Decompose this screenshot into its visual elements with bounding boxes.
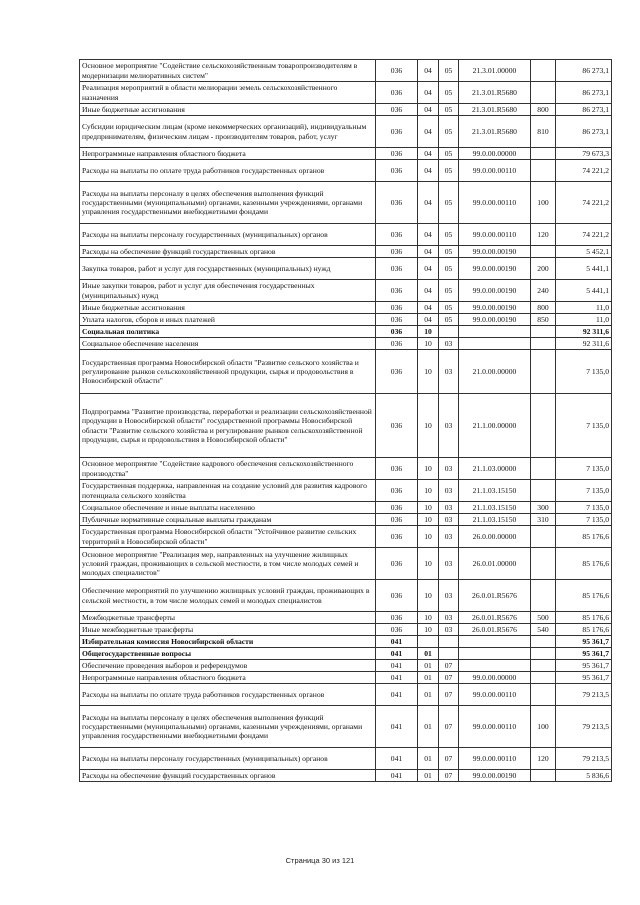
ved-code-cell: 036 xyxy=(376,624,418,636)
expense-type-code-cell xyxy=(531,246,556,258)
row-name-cell: Социальное обеспечение населения xyxy=(80,338,376,350)
table-row xyxy=(80,636,612,648)
table-row xyxy=(80,82,612,104)
section-code-cell: 10 xyxy=(418,502,439,514)
row-name-cell: Основное мероприятие "Содействие сельскохозяйственным товаропроизводителям в модернизации мелиоративных систем" xyxy=(80,60,376,82)
amount-cell: 11,0 xyxy=(556,302,612,314)
section-code-cell: 04 xyxy=(418,82,439,104)
target-article-code-cell: 26.0.00.00000 xyxy=(459,526,531,548)
table-row xyxy=(80,706,612,748)
row-name-cell: Подпрограмма "Развитие производства, переработки и реализации сельскохозяйственной продукции в Новосибирской области" государственной программы Новосибирской области "Развитие сельского хозяйства и регулирование рынков сельскохозяйственной продукции, сырья и продовольствия в Новосибирской области" xyxy=(80,394,376,458)
section-code-cell: 01 xyxy=(418,770,439,782)
amount-cell: 79 673,3 xyxy=(556,148,612,160)
target-article-code-cell xyxy=(459,338,531,350)
row-name-cell: Непрограммные направления областного бюджета xyxy=(80,148,376,160)
expense-type-code-cell xyxy=(531,636,556,648)
subsection-code-cell: 05 xyxy=(439,280,459,302)
row-name-cell: Расходы на выплаты персоналу в целях обеспечения выполнения функций государственными (муниципальными) органами, казенными учреждениями, органами управления государственными внебюджетными фондами xyxy=(80,182,376,224)
target-article-code-cell: 99.0.00.00190 xyxy=(459,314,531,326)
ved-code-cell: 041 xyxy=(376,684,418,706)
expense-type-code-cell xyxy=(531,458,556,480)
amount-cell: 85 176,6 xyxy=(556,624,612,636)
table-row xyxy=(80,514,612,526)
subsection-code-cell: 05 xyxy=(439,104,459,116)
ved-code-cell: 041 xyxy=(376,636,418,648)
section-code-cell: 01 xyxy=(418,648,439,660)
table-row xyxy=(80,612,612,624)
expense-type-code-cell xyxy=(531,60,556,82)
section-code-cell: 04 xyxy=(418,104,439,116)
target-article-code-cell: 99.0.00.00190 xyxy=(459,302,531,314)
document-page xyxy=(79,59,611,782)
target-article-code-cell: 99.0.00.00110 xyxy=(459,182,531,224)
amount-cell: 95 361,7 xyxy=(556,636,612,648)
amount-cell: 92 311,6 xyxy=(556,338,612,350)
section-code-cell: 01 xyxy=(418,706,439,748)
table-row xyxy=(80,624,612,636)
table-row xyxy=(80,770,612,782)
table-row xyxy=(80,672,612,684)
ved-code-cell: 036 xyxy=(376,394,418,458)
amount-cell: 5 441,1 xyxy=(556,258,612,280)
row-name-cell: Расходы на выплаты персоналу государственных (муниципальных) органов xyxy=(80,224,376,246)
subsection-code-cell: 05 xyxy=(439,148,459,160)
row-name-cell: Иные межбюджетные трансферты xyxy=(80,624,376,636)
table-row xyxy=(80,502,612,514)
target-article-code-cell: 99.0.00.00110 xyxy=(459,160,531,182)
row-name-cell: Публичные нормативные социальные выплаты гражданам xyxy=(80,514,376,526)
row-name-cell: Субсидии юридическим лицам (кроме некоммерческих организаций), индивидуальным предпринимателям, физическим лицам - производителям товаров, работ, услуг xyxy=(80,116,376,148)
expense-type-code-cell: 540 xyxy=(531,624,556,636)
ved-code-cell: 036 xyxy=(376,60,418,82)
subsection-code-cell: 05 xyxy=(439,82,459,104)
table-row xyxy=(80,580,612,612)
subsection-code-cell: 07 xyxy=(439,770,459,782)
table-body xyxy=(80,60,612,782)
amount-cell: 85 176,6 xyxy=(556,548,612,580)
row-name-cell: Непрограммные направления областного бюджета xyxy=(80,672,376,684)
ved-code-cell: 036 xyxy=(376,160,418,182)
target-article-code-cell: 21.3.01.R5680 xyxy=(459,104,531,116)
row-name-cell: Иные бюджетные ассигнования xyxy=(80,104,376,116)
section-code-cell: 10 xyxy=(418,612,439,624)
expense-type-code-cell xyxy=(531,326,556,338)
ved-code-cell: 036 xyxy=(376,224,418,246)
row-name-cell: Уплата налогов, сборов и иных платежей xyxy=(80,314,376,326)
ved-code-cell: 036 xyxy=(376,302,418,314)
expense-type-code-cell xyxy=(531,394,556,458)
table-row xyxy=(80,748,612,770)
table-row xyxy=(80,302,612,314)
section-code-cell: 04 xyxy=(418,116,439,148)
section-code-cell: 10 xyxy=(418,326,439,338)
target-article-code-cell xyxy=(459,648,531,660)
expense-type-code-cell xyxy=(531,338,556,350)
row-name-cell: Расходы на выплаты персоналу государственных (муниципальных) органов xyxy=(80,748,376,770)
subsection-code-cell: 05 xyxy=(439,60,459,82)
amount-cell: 79 213,5 xyxy=(556,706,612,748)
table-row xyxy=(80,104,612,116)
ved-code-cell: 036 xyxy=(376,458,418,480)
table-row xyxy=(80,648,612,660)
section-code-cell: 04 xyxy=(418,160,439,182)
amount-cell: 85 176,6 xyxy=(556,526,612,548)
target-article-code-cell: 26.0.01.R5676 xyxy=(459,580,531,612)
table-row xyxy=(80,326,612,338)
ved-code-cell: 036 xyxy=(376,502,418,514)
section-code-cell: 04 xyxy=(418,302,439,314)
subsection-code-cell: 03 xyxy=(439,394,459,458)
ved-code-cell: 036 xyxy=(376,326,418,338)
section-code-cell: 04 xyxy=(418,224,439,246)
ved-code-cell: 036 xyxy=(376,116,418,148)
amount-cell: 86 273,1 xyxy=(556,116,612,148)
section-code-cell: 10 xyxy=(418,350,439,394)
expense-type-code-cell: 120 xyxy=(531,224,556,246)
ved-code-cell: 041 xyxy=(376,672,418,684)
subsection-code-cell: 07 xyxy=(439,684,459,706)
subsection-code-cell: 03 xyxy=(439,548,459,580)
amount-cell: 92 311,6 xyxy=(556,326,612,338)
amount-cell: 7 135,0 xyxy=(556,480,612,502)
page-number: Страница 30 из 121 xyxy=(285,856,355,865)
row-name-cell: Общегосударственные вопросы xyxy=(80,648,376,660)
subsection-code-cell: 05 xyxy=(439,302,459,314)
amount-cell: 74 221,2 xyxy=(556,224,612,246)
subsection-code-cell xyxy=(439,648,459,660)
row-name-cell: Расходы на выплаты по оплате труда работников государственных органов xyxy=(80,684,376,706)
row-name-cell: Государственная программа Новосибирской области "Устойчивое развитие сельских территорий в Новосибирской области" xyxy=(80,526,376,548)
section-code-cell: 10 xyxy=(418,624,439,636)
amount-cell: 95 361,7 xyxy=(556,648,612,660)
section-code-cell: 01 xyxy=(418,672,439,684)
expense-type-code-cell xyxy=(531,660,556,672)
section-code-cell: 10 xyxy=(418,338,439,350)
ved-code-cell: 036 xyxy=(376,246,418,258)
expense-type-code-cell xyxy=(531,770,556,782)
expense-type-code-cell xyxy=(531,526,556,548)
target-article-code-cell: 99.0.00.00190 xyxy=(459,280,531,302)
subsection-code-cell: 03 xyxy=(439,338,459,350)
section-code-cell: 01 xyxy=(418,684,439,706)
expense-type-code-cell: 310 xyxy=(531,514,556,526)
expense-type-code-cell xyxy=(531,480,556,502)
amount-cell: 86 273,1 xyxy=(556,104,612,116)
ved-code-cell: 036 xyxy=(376,280,418,302)
table-row xyxy=(80,314,612,326)
subsection-code-cell: 03 xyxy=(439,514,459,526)
section-code-cell: 10 xyxy=(418,526,439,548)
expense-type-code-cell: 800 xyxy=(531,104,556,116)
target-article-code-cell: 99.0.00.00190 xyxy=(459,246,531,258)
amount-cell: 5 441,1 xyxy=(556,280,612,302)
target-article-code-cell: 26.0.01.R5676 xyxy=(459,624,531,636)
section-code-cell: 04 xyxy=(418,182,439,224)
target-article-code-cell: 21.3.01.00000 xyxy=(459,60,531,82)
amount-cell: 7 135,0 xyxy=(556,350,612,394)
amount-cell: 7 135,0 xyxy=(556,514,612,526)
ved-code-cell: 036 xyxy=(376,258,418,280)
ved-code-cell: 041 xyxy=(376,748,418,770)
row-name-cell: Расходы на выплаты персоналу в целях обеспечения выполнения функций государственными (муниципальными) органами, казенными учреждениями, органами управления государственными внебюджетными фондами xyxy=(80,706,376,748)
table-row xyxy=(80,394,612,458)
expense-type-code-cell: 300 xyxy=(531,502,556,514)
section-code-cell: 04 xyxy=(418,258,439,280)
row-name-cell: Избирательная комиссия Новосибирской области xyxy=(80,636,376,648)
row-name-cell: Государственная поддержка, направленная на создание условий для развития кадрового потенциала сельского хозяйства xyxy=(80,480,376,502)
section-code-cell: 10 xyxy=(418,480,439,502)
ved-code-cell: 036 xyxy=(376,350,418,394)
expense-type-code-cell xyxy=(531,548,556,580)
section-code-cell: 10 xyxy=(418,514,439,526)
ved-code-cell: 041 xyxy=(376,706,418,748)
target-article-code-cell: 21.1.03.15150 xyxy=(459,502,531,514)
amount-cell: 95 361,7 xyxy=(556,672,612,684)
table-row xyxy=(80,684,612,706)
expense-type-code-cell: 100 xyxy=(531,706,556,748)
subsection-code-cell: 03 xyxy=(439,612,459,624)
table-row xyxy=(80,224,612,246)
section-code-cell: 04 xyxy=(418,280,439,302)
row-name-cell: Расходы на обеспечение функций государственных органов xyxy=(80,246,376,258)
section-code-cell: 04 xyxy=(418,148,439,160)
target-article-code-cell: 21.1.03.15150 xyxy=(459,480,531,502)
target-article-code-cell: 21.3.01.R5680 xyxy=(459,82,531,104)
amount-cell: 79 213,5 xyxy=(556,684,612,706)
target-article-code-cell: 99.0.00.00110 xyxy=(459,748,531,770)
subsection-code-cell: 03 xyxy=(439,350,459,394)
table-row xyxy=(80,660,612,672)
table-row xyxy=(80,258,612,280)
expense-type-code-cell: 240 xyxy=(531,280,556,302)
amount-cell: 86 273,1 xyxy=(556,82,612,104)
ved-code-cell: 036 xyxy=(376,314,418,326)
ved-code-cell: 036 xyxy=(376,82,418,104)
target-article-code-cell: 21.3.01.R5680 xyxy=(459,116,531,148)
expense-type-code-cell xyxy=(531,672,556,684)
ved-code-cell: 036 xyxy=(376,148,418,160)
row-name-cell: Социальное обеспечение и иные выплаты населению xyxy=(80,502,376,514)
subsection-code-cell: 07 xyxy=(439,672,459,684)
subsection-code-cell: 05 xyxy=(439,116,459,148)
target-article-code-cell: 99.0.00.00110 xyxy=(459,684,531,706)
ved-code-cell: 041 xyxy=(376,648,418,660)
amount-cell: 5 452,1 xyxy=(556,246,612,258)
row-name-cell: Социальная политика xyxy=(80,326,376,338)
ved-code-cell: 036 xyxy=(376,480,418,502)
subsection-code-cell: 03 xyxy=(439,502,459,514)
table-row xyxy=(80,116,612,148)
row-name-cell: Иные бюджетные ассигнования xyxy=(80,302,376,314)
target-article-code-cell: 99.0.00.00000 xyxy=(459,148,531,160)
row-name-cell: Межбюджетные трансферты xyxy=(80,612,376,624)
ved-code-cell: 041 xyxy=(376,660,418,672)
expense-type-code-cell xyxy=(531,82,556,104)
row-name-cell: Государственная программа Новосибирской области "Развитие сельского хозяйства и регулирование рынков сельскохозяйственной продукции, сырья и продовольствия в Новосибирской области" xyxy=(80,350,376,394)
subsection-code-cell: 05 xyxy=(439,182,459,224)
subsection-code-cell: 03 xyxy=(439,458,459,480)
target-article-code-cell xyxy=(459,326,531,338)
amount-cell: 79 213,5 xyxy=(556,748,612,770)
ved-code-cell: 036 xyxy=(376,104,418,116)
row-name-cell: Основное мероприятие "Содействие кадрового обеспечения сельскохозяйственного производства" xyxy=(80,458,376,480)
subsection-code-cell: 05 xyxy=(439,314,459,326)
section-code-cell: 10 xyxy=(418,580,439,612)
row-name-cell: Расходы на выплаты по оплате труда работников государственных органов xyxy=(80,160,376,182)
subsection-code-cell: 03 xyxy=(439,480,459,502)
subsection-code-cell: 05 xyxy=(439,258,459,280)
expense-type-code-cell: 500 xyxy=(531,612,556,624)
table-row xyxy=(80,548,612,580)
amount-cell: 5 836,6 xyxy=(556,770,612,782)
target-article-code-cell xyxy=(459,636,531,648)
amount-cell: 85 176,6 xyxy=(556,612,612,624)
subsection-code-cell: 03 xyxy=(439,580,459,612)
table-row xyxy=(80,160,612,182)
target-article-code-cell: 99.0.00.00110 xyxy=(459,706,531,748)
target-article-code-cell: 26.0.01.R5676 xyxy=(459,612,531,624)
expense-type-code-cell xyxy=(531,580,556,612)
table-row xyxy=(80,246,612,258)
expense-type-code-cell: 120 xyxy=(531,748,556,770)
amount-cell: 7 135,0 xyxy=(556,394,612,458)
target-article-code-cell: 26.0.01.00000 xyxy=(459,548,531,580)
table-row xyxy=(80,60,612,82)
row-name-cell: Расходы на обеспечение функций государственных органов xyxy=(80,770,376,782)
row-name-cell: Основное мероприятие "Реализация мер, направленных на улучшение жилищных условий граждан, проживающих в сельской местности, в том числе молодых семей и молодых специалистов" xyxy=(80,548,376,580)
amount-cell: 7 135,0 xyxy=(556,502,612,514)
section-code-cell: 04 xyxy=(418,246,439,258)
amount-cell: 95 361,7 xyxy=(556,660,612,672)
ved-code-cell: 036 xyxy=(376,514,418,526)
table-row xyxy=(80,480,612,502)
section-code-cell: 04 xyxy=(418,60,439,82)
ved-code-cell: 036 xyxy=(376,612,418,624)
expense-type-code-cell xyxy=(531,160,556,182)
table-row xyxy=(80,350,612,394)
section-code-cell xyxy=(418,636,439,648)
table-row xyxy=(80,182,612,224)
expense-type-code-cell: 800 xyxy=(531,302,556,314)
subsection-code-cell: 07 xyxy=(439,706,459,748)
subsection-code-cell xyxy=(439,326,459,338)
expense-type-code-cell: 100 xyxy=(531,182,556,224)
row-name-cell: Иные закупки товаров, работ и услуг для обеспечения государственных (муниципальных) нужд xyxy=(80,280,376,302)
target-article-code-cell: 99.0.00.00190 xyxy=(459,770,531,782)
target-article-code-cell: 21.0.00.00000 xyxy=(459,350,531,394)
section-code-cell: 01 xyxy=(418,748,439,770)
expense-type-code-cell: 850 xyxy=(531,314,556,326)
section-code-cell: 01 xyxy=(418,660,439,672)
table-row xyxy=(80,280,612,302)
subsection-code-cell: 07 xyxy=(439,748,459,770)
section-code-cell: 10 xyxy=(418,548,439,580)
expense-type-code-cell: 200 xyxy=(531,258,556,280)
subsection-code-cell xyxy=(439,636,459,648)
amount-cell: 11,0 xyxy=(556,314,612,326)
table-row xyxy=(80,458,612,480)
amount-cell: 74 221,2 xyxy=(556,182,612,224)
target-article-code-cell: 99.0.00.00190 xyxy=(459,258,531,280)
subsection-code-cell: 03 xyxy=(439,624,459,636)
amount-cell: 7 135,0 xyxy=(556,458,612,480)
section-code-cell: 10 xyxy=(418,394,439,458)
ved-code-cell: 036 xyxy=(376,548,418,580)
ved-code-cell: 036 xyxy=(376,338,418,350)
target-article-code-cell: 21.1.00.00000 xyxy=(459,394,531,458)
ved-code-cell: 036 xyxy=(376,526,418,548)
expense-type-code-cell xyxy=(531,148,556,160)
subsection-code-cell: 05 xyxy=(439,246,459,258)
amount-cell: 86 273,1 xyxy=(556,60,612,82)
target-article-code-cell: 21.1.03.15150 xyxy=(459,514,531,526)
target-article-code-cell: 21.1.03.00000 xyxy=(459,458,531,480)
ved-code-cell: 036 xyxy=(376,182,418,224)
table-row xyxy=(80,526,612,548)
subsection-code-cell: 03 xyxy=(439,526,459,548)
ved-code-cell: 041 xyxy=(376,770,418,782)
ved-code-cell: 036 xyxy=(376,580,418,612)
amount-cell: 74 221,2 xyxy=(556,160,612,182)
expense-type-code-cell xyxy=(531,684,556,706)
section-code-cell: 10 xyxy=(418,458,439,480)
target-article-code-cell: 99.0.00.00000 xyxy=(459,672,531,684)
amount-cell: 85 176,6 xyxy=(556,580,612,612)
subsection-code-cell: 05 xyxy=(439,224,459,246)
target-article-code-cell: 99.0.00.00110 xyxy=(459,224,531,246)
subsection-code-cell: 07 xyxy=(439,660,459,672)
table-row xyxy=(80,148,612,160)
expense-type-code-cell xyxy=(531,350,556,394)
budget-table xyxy=(79,59,612,782)
subsection-code-cell: 05 xyxy=(439,160,459,182)
row-name-cell: Обеспечение мероприятий по улучшению жилищных условий граждан, проживающих в сельской местности, в том числе молодых семей и молодых специалистов xyxy=(80,580,376,612)
row-name-cell: Обеспечение проведения выборов и референдумов xyxy=(80,660,376,672)
section-code-cell: 04 xyxy=(418,314,439,326)
row-name-cell: Закупка товаров, работ и услуг для государственных (муниципальных) нужд xyxy=(80,258,376,280)
expense-type-code-cell: 810 xyxy=(531,116,556,148)
target-article-code-cell xyxy=(459,660,531,672)
expense-type-code-cell xyxy=(531,648,556,660)
table-row xyxy=(80,338,612,350)
row-name-cell: Реализация мероприятий в области мелиорации земель сельскохозяйственного назначения xyxy=(80,82,376,104)
